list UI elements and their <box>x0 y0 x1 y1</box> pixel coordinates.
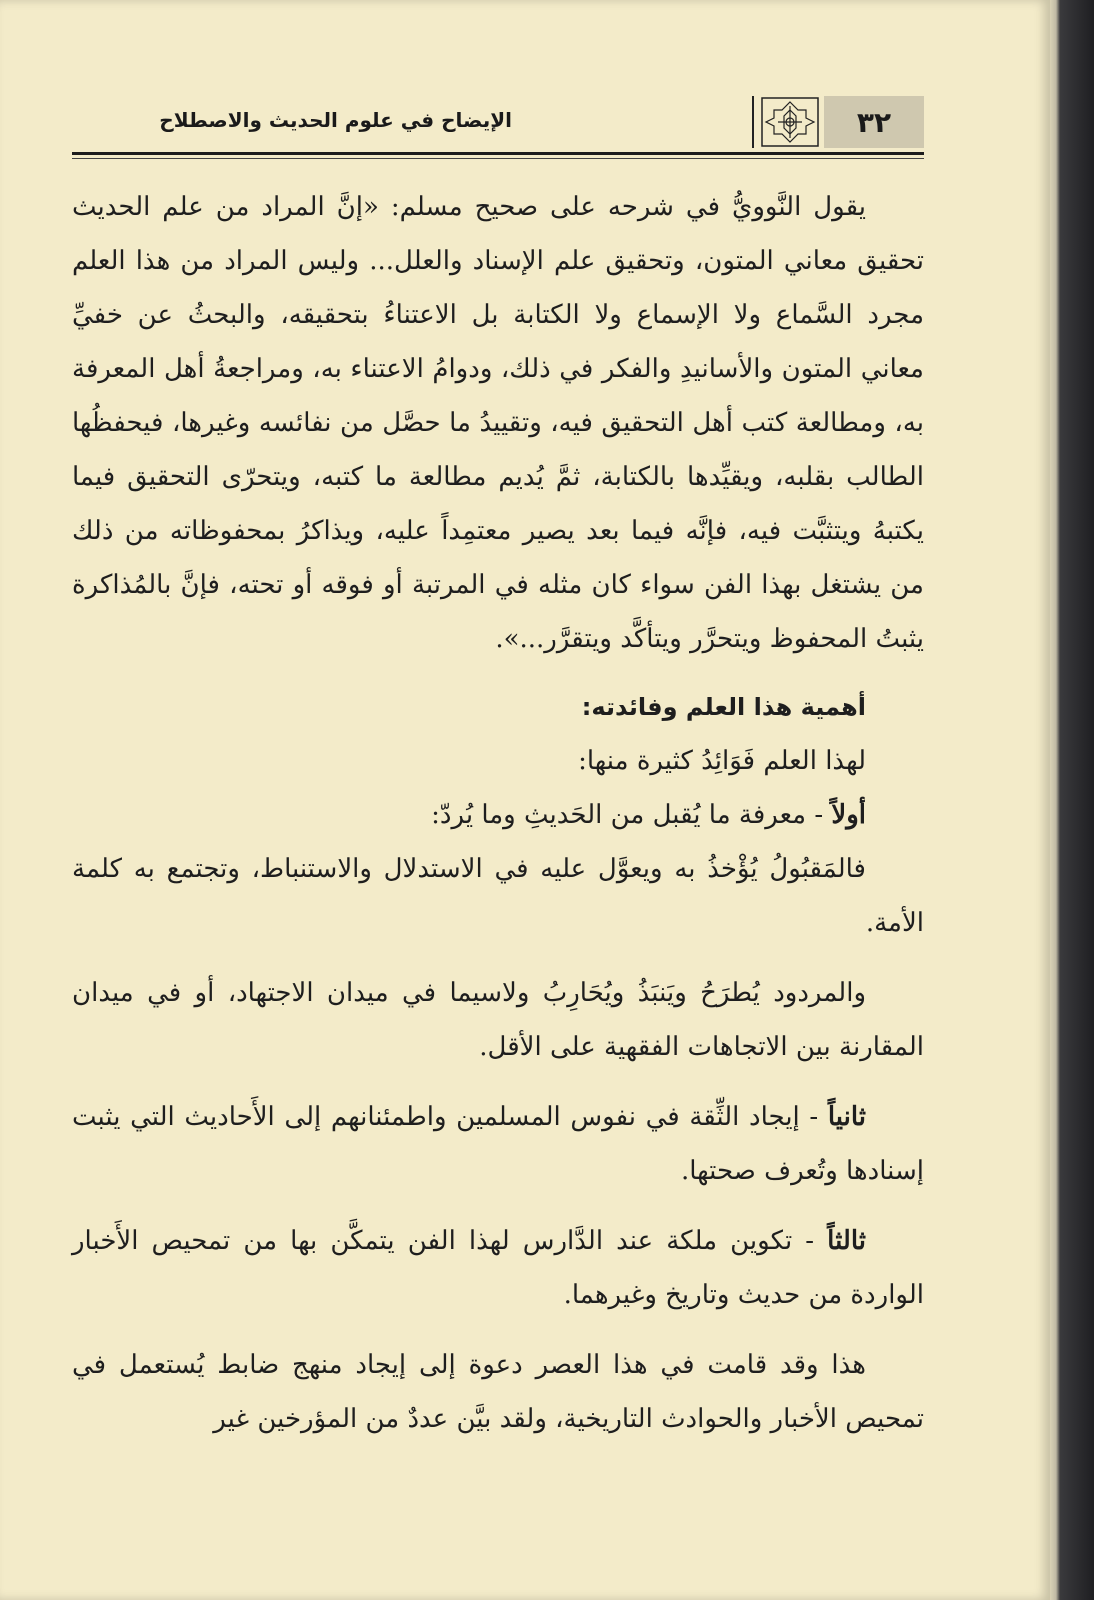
section-heading: أهمية هذا العلم وفائدته: <box>581 693 866 721</box>
paragraph-second-benefit <box>72 1090 924 1198</box>
ordinal-third: ثالثاً <box>827 1226 866 1256</box>
book-edge <box>1050 0 1094 1600</box>
page-body <box>72 180 924 1446</box>
paragraph-first-benefit <box>72 788 924 842</box>
running-title: الإيضاح في علوم الحديث والاصطلاح <box>159 108 512 132</box>
header-rule <box>72 152 924 155</box>
paragraph-modern-method: هذا وقد قامت في هذا العصر دعوة إلى إيجاد منهج ضابط يُستعمل في تمحيص الأخبار والحوادث التاريخية، ولقد بيَّن عددٌ من المؤرخين غير <box>72 1350 924 1434</box>
ornament-icon <box>752 96 828 148</box>
paragraph-third-benefit <box>72 1214 924 1322</box>
paragraph-benefits-intro: لهذا العلم فَوَائِدُ كثيرة منها: <box>578 746 866 776</box>
paragraph-rejected: والمردود يُطرَحُ ويَنبَذُ ويُحَارِبُ ولاسيما في ميدان الاجتهاد، أو في ميدان المقارنة بين الاتجاهات الفقهية على الأقل. <box>72 978 924 1062</box>
second-benefit-text: - إيجاد الثِّقة في نفوس المسلمين واطمئنانهم إلى الأَحاديث التي يثبت إسنادها وتُعرف صحتها. <box>72 1102 924 1186</box>
page-number: ٣٢ <box>824 96 924 148</box>
paragraph-accepted: فالمَقبُولُ يُؤْخذُ به ويعوَّل عليه في الاستدلال والاستنباط، وتجتمع به كلمة الأمة. <box>72 854 924 938</box>
ordinal-second: ثانياً <box>827 1102 866 1132</box>
ordinal-first: أولاً <box>831 800 866 830</box>
first-benefit-text: - معرفة ما يُقبل من الحَديثِ وما يُردّ: <box>431 800 832 830</box>
header-rule-thin <box>72 158 924 159</box>
paragraph-nawawi-quote: يقول النَّوويُّ في شرحه على صحيح مسلم: «إنَّ المراد من علم الحديث تحقيق معاني المتون، وتحقيق علم الإسناد والعلل... وليس المراد من هذا العلم مجرد السَّماع ولا الإسماع ولا الكتابة بل الاعتناءُ بتحقيقه، والبحثُ عن خفيِّ معاني المتون والأسانيدِ والفكر في ذلك، ودوامُ الاعتناء به، ومراجعةُ أهل المعرفة به، ومطالعة كتب أهل التحقيق فيه، وتقييدُ ما حصَّل من نفائسه وغيرها، فيحفظُها الطالب بقلبه، ويقيِّدها بالكتابة، ثمَّ يُديم مطالعة ما كتبه، ويتحرّى التحقيق فيما يكتبهُ ويتثبَّت فيه، فإنَّه فيما بعد يصير معتمِداً عليه، ويذاكرُ بمحفوظاته من ذلك من يشتغل بهذا الفن سواء كان مثله في المرتبة أو فوقه أو تحته، فإنَّ بالمُذاكرة يثبتُ المحفوظ ويتحرَّر ويتأكَّد ويتقرَّر...». <box>72 192 924 654</box>
third-benefit-text: - تكوين ملكة عند الدَّارس لهذا الفن يتمكَّن بها من تمحيص الأَخبار الواردة من حديث وتاريخ وغيرهما. <box>72 1226 924 1310</box>
page-header <box>72 92 924 154</box>
